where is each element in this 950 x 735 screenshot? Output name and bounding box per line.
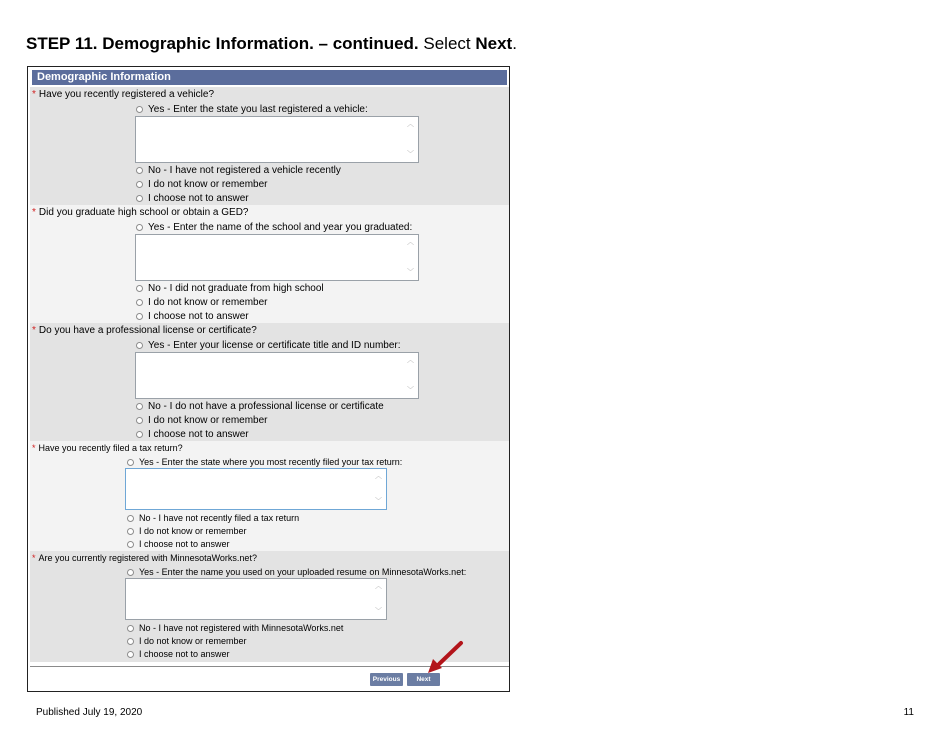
option-label: Yes - Enter the name you used on your uploaded resume on MinnesotaWorks.net: [139,567,467,577]
option-label: I do not know or remember [148,415,268,426]
option-label: I choose not to answer [139,649,230,659]
scroll-down-icon[interactable]: ﹀ [407,269,414,276]
radio-button[interactable] [127,528,134,535]
pointer-arrow-icon [425,640,465,676]
question-tax [32,443,183,453]
required-mark: * [32,89,36,100]
radio-button[interactable] [136,431,143,438]
option-label: No - I have not registered with MinnesotaWorks.net [139,623,344,633]
option-label: No - I do not have a professional license or certificate [148,401,384,412]
option-yes[interactable] [127,457,402,467]
school-textarea[interactable] [135,234,419,281]
radio-button[interactable] [136,224,143,231]
step-next-word: Next [475,34,513,53]
question-label: Do you have a professional license or certificate? [38,325,257,336]
next-button[interactable]: Next [407,673,440,686]
scroll-down-icon[interactable]: ﹀ [407,387,414,394]
option-dont-know[interactable] [127,526,247,536]
radio-button[interactable] [127,638,134,645]
option-yes[interactable] [136,222,412,233]
radio-button[interactable] [136,285,143,292]
option-label: I choose not to answer [148,193,249,204]
question-minnesotaworks [32,553,257,563]
option-label: No - I have not registered a vehicle recently [148,165,341,176]
panel-header: Demographic Information [32,70,507,85]
step-title: STEP 11. Demographic Information. – continued. [26,34,419,53]
question-section-license [30,323,509,441]
required-mark: * [32,207,36,218]
radio-button[interactable] [136,313,143,320]
required-mark: * [32,553,36,563]
scroll-up-icon[interactable]: ︿ [375,583,382,590]
option-no[interactable] [127,513,299,523]
option-no[interactable] [136,401,384,412]
radio-button[interactable] [136,342,143,349]
form-screenshot [27,66,510,692]
vehicle-state-textarea[interactable] [135,116,419,163]
question-license [32,325,257,336]
option-decline[interactable] [127,539,230,549]
option-label: No - I have not recently filed a tax return [139,513,300,523]
option-label: Yes - Enter the state where you most recently filed your tax return: [139,457,403,467]
radio-button[interactable] [136,195,143,202]
option-decline[interactable] [127,649,230,659]
scroll-down-icon[interactable]: ﹀ [375,608,382,615]
option-label: I choose not to answer [139,539,230,549]
question-label: Have you recently filed a tax return? [38,443,183,453]
scroll-up-icon[interactable]: ︿ [407,239,414,246]
required-mark: * [32,443,36,453]
radio-button[interactable] [136,403,143,410]
scroll-up-icon[interactable]: ︿ [375,473,382,480]
scroll-up-icon[interactable]: ︿ [407,357,414,364]
option-label: Yes - Enter the name of the school and year you graduated: [148,222,413,233]
question-section-vehicle [30,87,509,205]
option-yes[interactable] [127,567,466,577]
option-dont-know[interactable] [136,297,268,308]
option-no[interactable] [136,283,324,294]
option-label: No - I did not graduate from high school [148,283,324,294]
option-label: Yes - Enter your license or certificate title and ID number: [148,340,401,351]
page-number: 11 [903,707,914,718]
resume-name-textarea[interactable] [125,578,387,620]
option-no[interactable] [127,623,343,633]
option-yes[interactable] [136,340,401,351]
radio-button[interactable] [127,459,134,466]
option-label: I choose not to answer [148,311,249,322]
option-label: I do not know or remember [139,636,247,646]
step-select-text: Select [418,34,476,53]
radio-button[interactable] [127,541,134,548]
radio-button[interactable] [136,417,143,424]
question-vehicle [32,89,214,100]
radio-button[interactable] [127,569,134,576]
question-education [32,207,248,218]
option-label: I choose not to answer [148,429,249,440]
radio-button[interactable] [136,106,143,113]
license-textarea[interactable] [135,352,419,399]
scroll-up-icon[interactable]: ︿ [407,121,414,128]
option-dont-know[interactable] [127,636,247,646]
question-label: Have you recently registered a vehicle? [38,89,214,100]
option-label: I do not know or remember [148,297,268,308]
required-mark: * [32,325,36,336]
previous-button[interactable]: Previous [370,673,403,686]
step-heading [26,34,517,54]
question-section-tax [30,441,509,551]
radio-button[interactable] [127,515,134,522]
scroll-down-icon[interactable]: ﹀ [375,498,382,505]
option-decline[interactable] [136,193,249,204]
radio-button[interactable] [127,651,134,658]
question-label: Are you currently registered with MinnesotaWorks.net? [38,553,257,563]
option-dont-know[interactable] [136,415,268,426]
option-label: I do not know or remember [139,526,247,536]
step-period: . [512,34,517,53]
option-yes[interactable] [136,104,368,115]
tax-state-textarea[interactable] [125,468,387,510]
radio-button[interactable] [136,299,143,306]
option-label: Yes - Enter the state you last registered a vehicle: [148,104,368,115]
option-decline[interactable] [136,429,249,440]
option-decline[interactable] [136,311,249,322]
question-label: Did you graduate high school or obtain a GED? [38,207,249,218]
radio-button[interactable] [127,625,134,632]
option-dont-know[interactable] [136,179,268,190]
option-label: I do not know or remember [148,179,268,190]
scroll-down-icon[interactable]: ﹀ [407,151,414,158]
published-date: Published July 19, 2020 [36,707,143,718]
option-no[interactable] [136,165,341,176]
radio-button[interactable] [136,167,143,174]
question-section-education [30,205,509,323]
radio-button[interactable] [136,181,143,188]
